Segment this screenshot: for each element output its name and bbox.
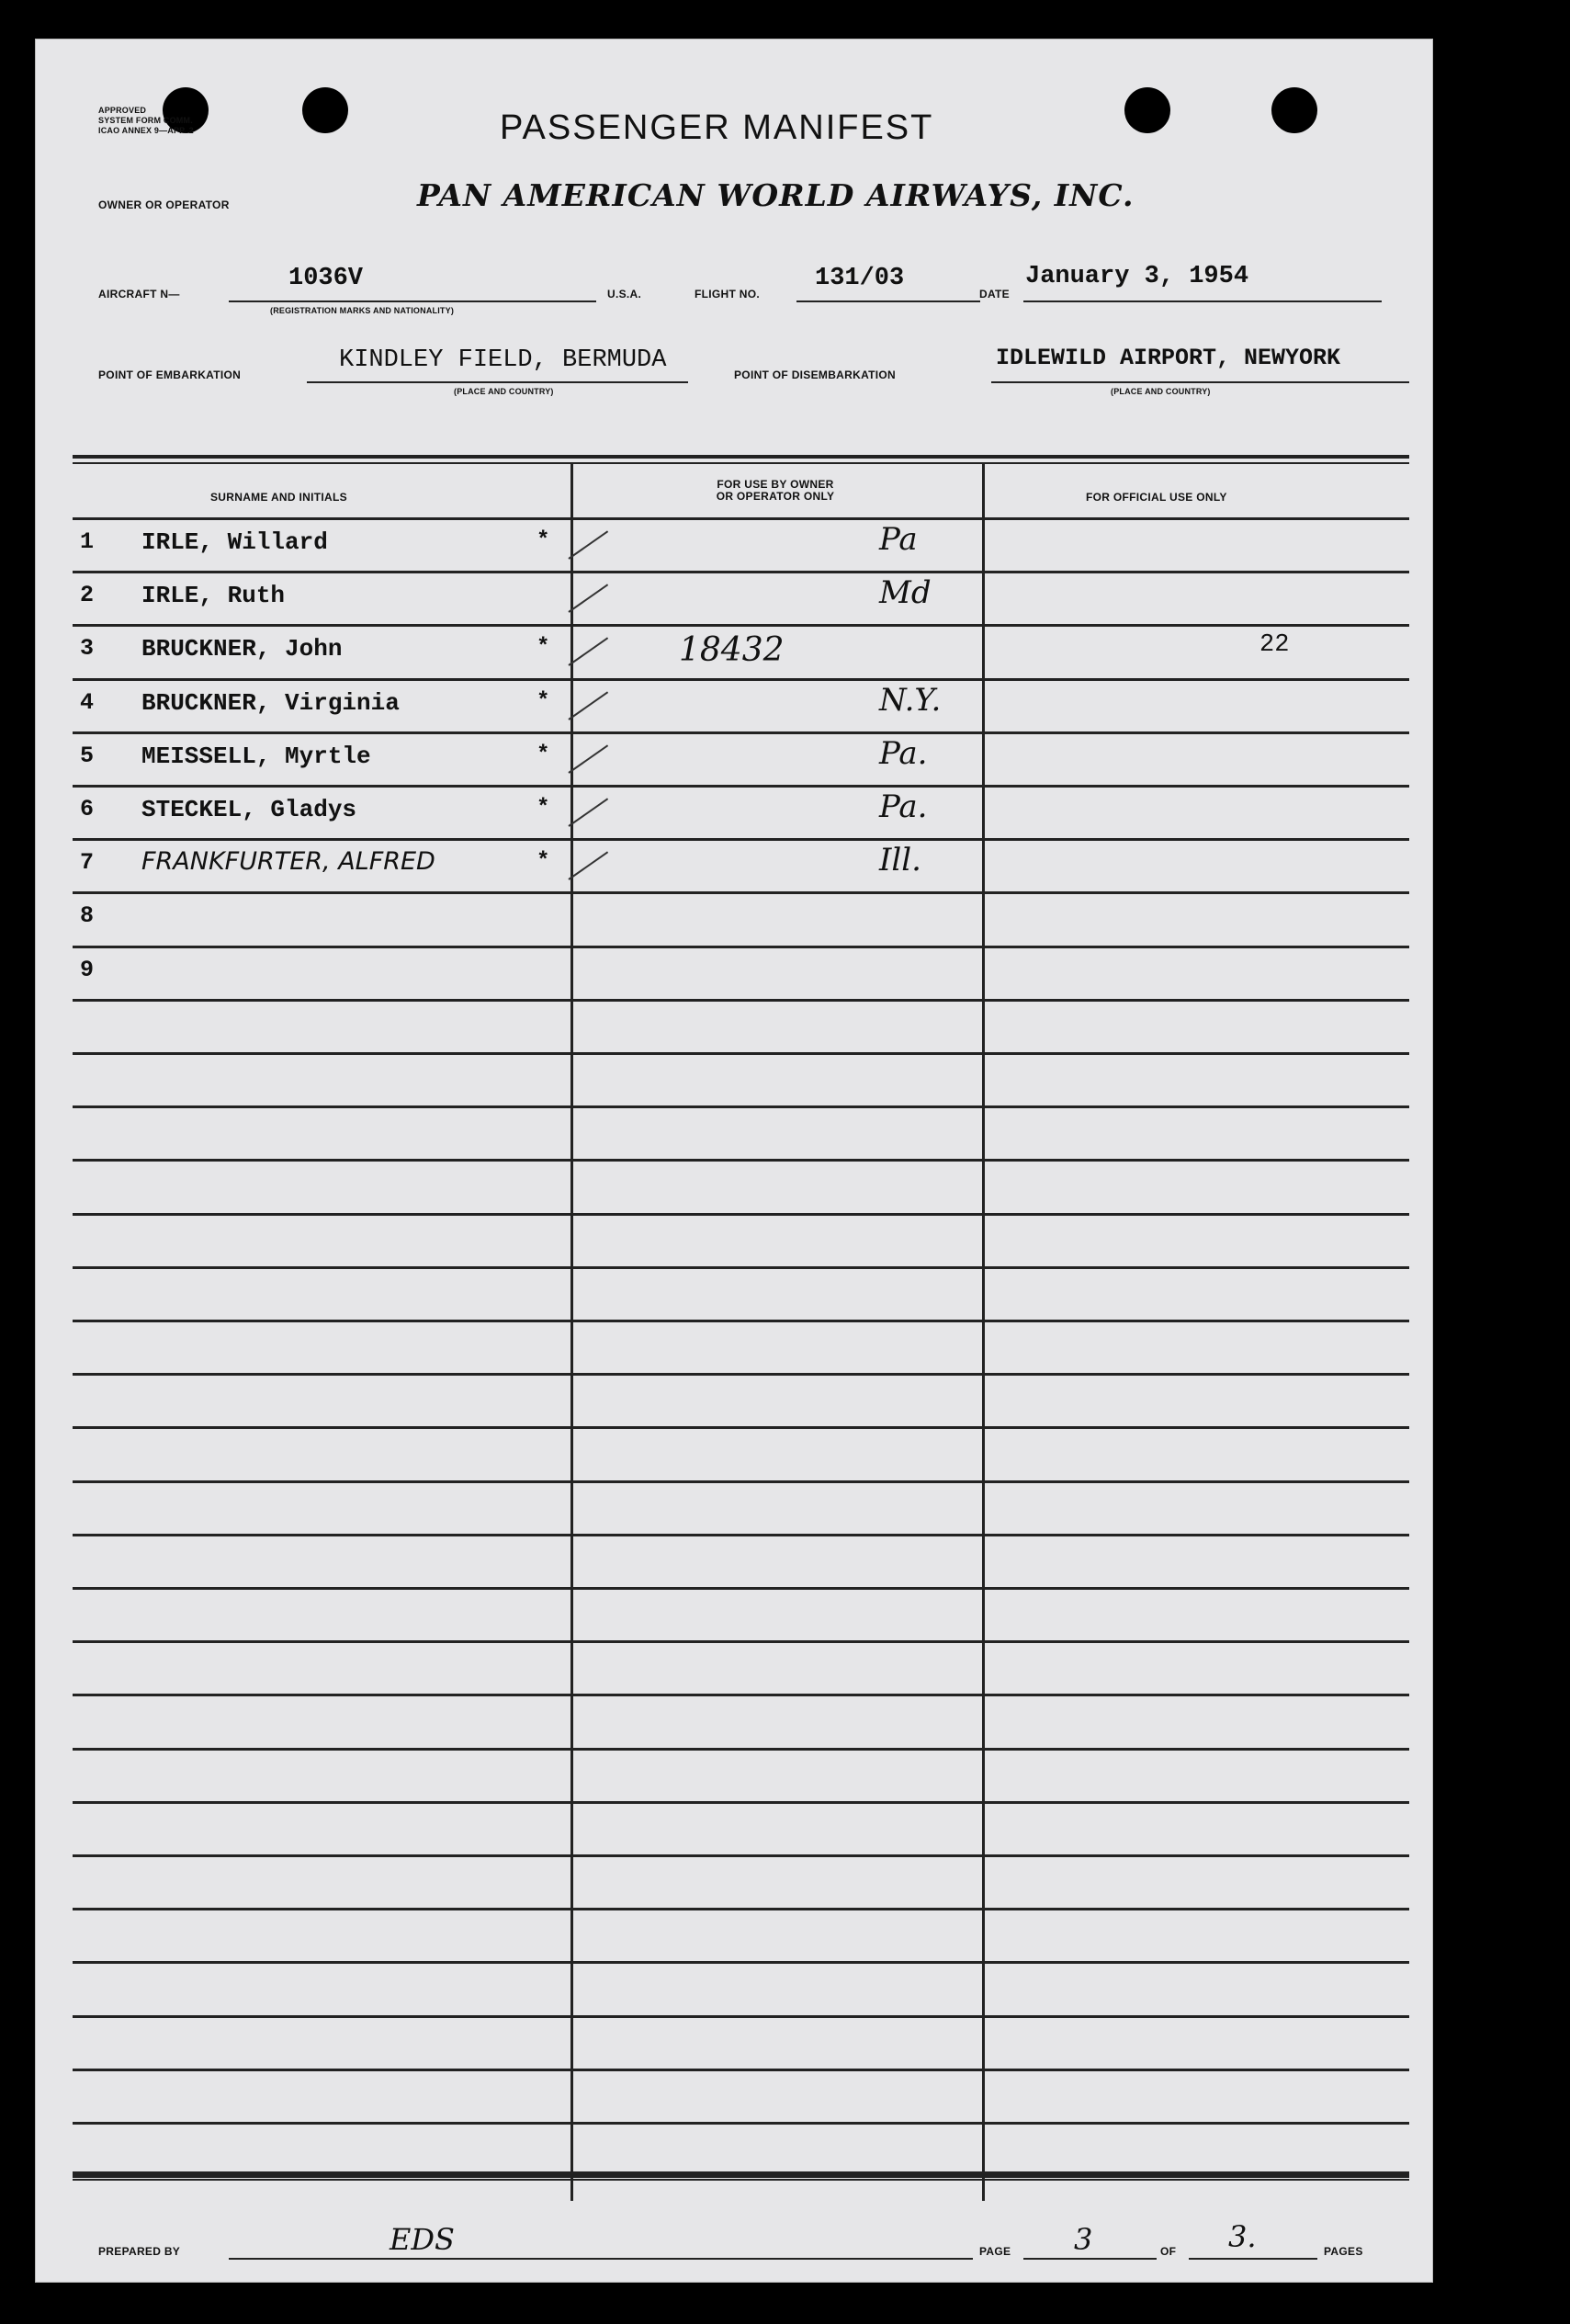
prepared-value: EDS: [390, 2222, 455, 2257]
table-row-line: [73, 1480, 1409, 1483]
table-bottom-rule: [73, 2171, 1409, 2175]
table-top-rule: [73, 462, 1409, 464]
date-underline: [1023, 300, 1382, 302]
check-mark: [568, 691, 608, 720]
date-label: DATE: [979, 288, 1010, 300]
table-row-line: [73, 1426, 1409, 1429]
disembark-underline: [991, 381, 1409, 383]
disembark-label: POINT OF DISEMBARKATION: [734, 368, 897, 381]
row-number: 8: [80, 902, 95, 930]
aircraft-underline: [229, 300, 596, 302]
state-abbrev: Pa.: [879, 788, 928, 825]
header-official: FOR OFFICIAL USE ONLY: [1086, 491, 1227, 504]
table-bottom-rule: [73, 2179, 1409, 2181]
official-note: 22: [1259, 631, 1290, 660]
owner-label: OWNER OR OPERATOR: [98, 198, 230, 211]
state-abbrev: Pa: [879, 521, 918, 558]
table-row-line: [73, 624, 1409, 627]
owner-note: 18432: [679, 631, 785, 670]
table-row-line: [73, 1854, 1409, 1857]
table-row-line: [73, 1640, 1409, 1643]
embark-value: KINDLEY FIELD, BERMUDA: [339, 346, 667, 374]
passenger-name: IRLE, Willard: [141, 528, 328, 556]
table-row-line: [73, 1159, 1409, 1162]
check-mark: [568, 638, 608, 666]
embark-sub: (PLACE AND COUNTRY): [454, 387, 554, 396]
passenger-name: MEISSELL, Myrtle: [141, 742, 371, 770]
prepared-label: PREPARED BY: [98, 2245, 181, 2258]
header-owner: [679, 479, 872, 503]
row-number: 2: [80, 582, 95, 609]
approval-block: [98, 106, 194, 136]
flight-underline: [796, 300, 980, 302]
row-number: 3: [80, 635, 95, 663]
header-names: SURNAME AND INITIALS: [210, 491, 347, 504]
table-row-line: [73, 946, 1409, 948]
passenger-name: IRLE, Ruth: [141, 582, 286, 610]
table-row-line: [73, 2015, 1409, 2018]
check-mark: [568, 584, 608, 613]
embark-underline: [307, 381, 688, 383]
page-label: PAGE: [979, 2245, 1011, 2258]
row-number: 7: [80, 849, 95, 877]
table-row-line: [73, 999, 1409, 1002]
star-mark: *: [537, 528, 550, 553]
disembark-value: IDLEWILD AIRPORT, NEWYORK: [996, 345, 1341, 371]
table-row-line: [73, 1961, 1409, 1964]
table-row-line: [73, 1320, 1409, 1322]
header-owner-line: FOR USE BY OWNER: [717, 478, 834, 491]
of-label: OF: [1160, 2245, 1177, 2258]
table-row-line: [73, 1213, 1409, 1216]
passenger-name: BRUCKNER, John: [141, 635, 343, 663]
star-mark: *: [537, 849, 550, 875]
state-abbrev: Md: [879, 574, 932, 612]
star-mark: *: [537, 742, 550, 767]
owner-value: PAN AMERICAN WORLD AIRWAYS, INC.: [417, 177, 1135, 213]
passenger-name: FRANKFURTER, ALFRED: [141, 847, 435, 877]
star-mark: *: [537, 635, 550, 661]
table-row-line: [73, 1587, 1409, 1590]
aircraft-sub: (REGISTRATION MARKS AND NATIONALITY): [270, 306, 455, 315]
date-value: January 3, 1954: [1025, 263, 1249, 290]
manifest-sheet: [35, 39, 1433, 2283]
prepared-underline: [229, 2258, 973, 2260]
table-row-line: [73, 1534, 1409, 1536]
table-row-line: [73, 1105, 1409, 1108]
pages-label: PAGES: [1324, 2245, 1363, 2258]
table-row-line: [73, 678, 1409, 681]
table-row-line: [73, 785, 1409, 788]
punch-hole: [302, 87, 348, 133]
page-value: 3: [1074, 2222, 1093, 2257]
disembark-sub: (PLACE AND COUNTRY): [1111, 387, 1211, 396]
check-mark: [568, 852, 608, 880]
usa-label: U.S.A.: [607, 288, 642, 300]
page-title: PASSENGER MANIFEST: [500, 108, 934, 147]
flight-label: FLIGHT NO.: [695, 288, 760, 300]
table-row-line: [73, 571, 1409, 573]
passenger-name: BRUCKNER, Virginia: [141, 688, 400, 717]
table-row-line: [73, 1266, 1409, 1269]
table-row-line: [73, 2069, 1409, 2071]
flight-value: 131/03: [815, 265, 905, 292]
punch-hole: [1124, 87, 1170, 133]
state-abbrev: Pa.: [879, 734, 928, 772]
embark-label: POINT OF EMBARKATION: [98, 368, 242, 381]
of-value: 3.: [1228, 2219, 1257, 2254]
approval-line: APPROVED: [98, 106, 147, 115]
column-divider: [982, 462, 985, 2201]
state-abbrev: Ill.: [879, 842, 921, 879]
star-mark: *: [537, 688, 550, 714]
aircraft-value: 1036V: [288, 265, 364, 292]
row-number: 9: [80, 956, 95, 983]
punch-hole: [1271, 87, 1317, 133]
row-number: 1: [80, 528, 95, 555]
table-row-line: [73, 891, 1409, 894]
of-underline: [1189, 2258, 1317, 2260]
table-row-line: [73, 1748, 1409, 1751]
table-row-line: [73, 1373, 1409, 1376]
approval-line: ICAO ANNEX 9—APP. 2: [98, 126, 194, 135]
table-row-line: [73, 731, 1409, 734]
table-row-line: [73, 1694, 1409, 1696]
table-row-line: [73, 1908, 1409, 1910]
aircraft-label: AIRCRAFT N—: [98, 288, 180, 300]
row-number: 6: [80, 796, 95, 822]
table-row-line: [73, 2122, 1409, 2125]
state-abbrev: N.Y.: [879, 681, 942, 719]
check-mark: [568, 798, 608, 826]
header-owner-line: OR OPERATOR ONLY: [716, 490, 835, 503]
star-mark: *: [537, 796, 550, 821]
table-row-line: [73, 517, 1409, 520]
table-row-line: [73, 2175, 1409, 2178]
page-underline: [1023, 2258, 1157, 2260]
row-number: 5: [80, 742, 95, 769]
check-mark: [568, 744, 608, 773]
column-divider: [570, 462, 573, 2201]
approval-line: SYSTEM FORM COMM.: [98, 116, 193, 125]
table-top-rule: [73, 455, 1409, 459]
table-row-line: [73, 1052, 1409, 1055]
row-number: 4: [80, 688, 95, 716]
passenger-name: STECKEL, Gladys: [141, 796, 357, 823]
check-mark: [568, 530, 608, 559]
table-row-line: [73, 1801, 1409, 1804]
table-row-line: [73, 838, 1409, 841]
